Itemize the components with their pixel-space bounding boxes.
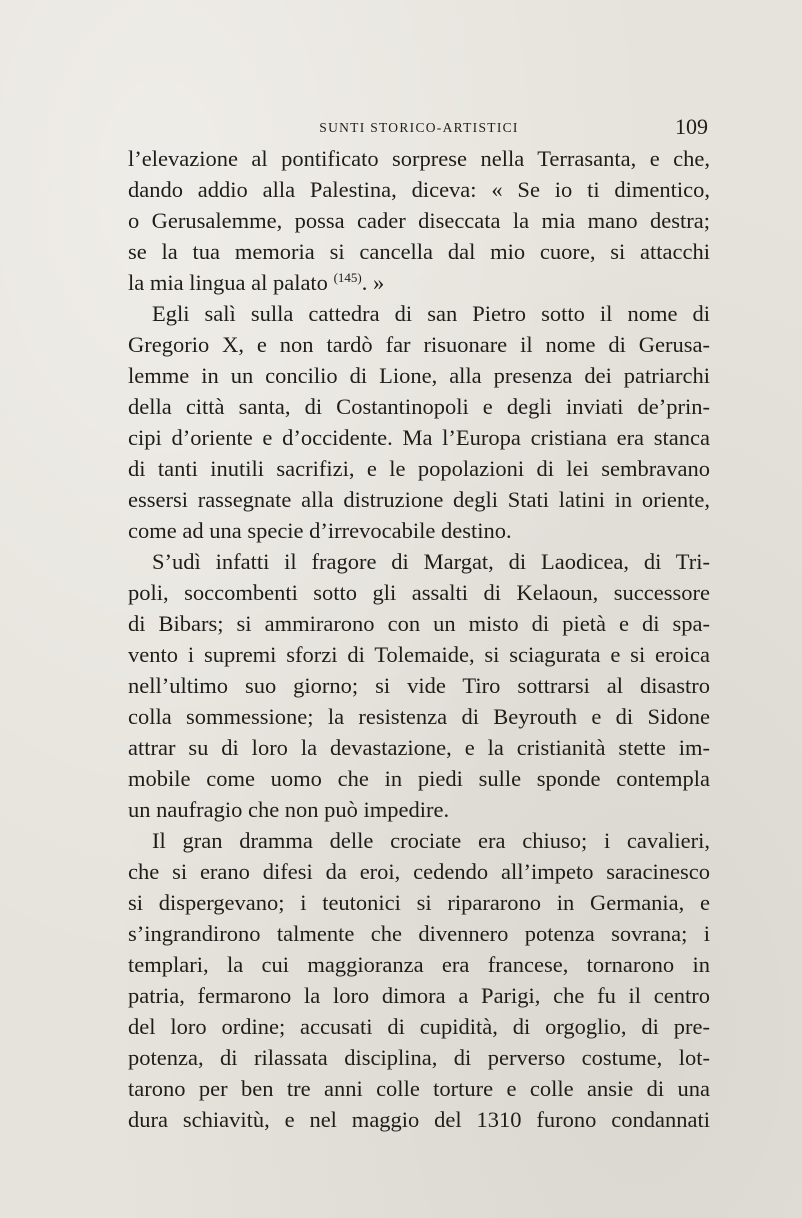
text-line xyxy=(128,825,710,856)
text-line xyxy=(128,360,710,391)
text-line xyxy=(128,453,710,484)
text-line xyxy=(128,1042,710,1073)
text-line xyxy=(128,267,710,298)
text-line xyxy=(128,143,710,174)
running-head: SUNTI STORICO-ARTISTICI xyxy=(319,120,519,135)
text-line-content: se la tua memoria si cancella dal mio cuore, si attacchi xyxy=(128,239,710,264)
text-line xyxy=(128,1073,710,1104)
text-line xyxy=(128,298,710,329)
text-line-content: Egli salì sulla cattedra di san Pietro sotto il nome di xyxy=(152,301,710,326)
text-line-content: dando addio alla Palestina, diceva: « Se io ti dimentico, xyxy=(128,177,710,202)
text-line-content: essersi rassegnate alla distruzione degli Stati latini in oriente, xyxy=(128,487,710,512)
text-line xyxy=(128,732,710,763)
text-line-content: tarono per ben tre anni colle torture e colle ansie di una xyxy=(128,1076,710,1101)
text-line-content: s’ingrandirono talmente che divennero potenza sovrana; i xyxy=(128,921,710,946)
text-line-content: di tanti inutili sacrifizi, e le popolazioni di lei sembravano xyxy=(128,456,710,481)
text-line xyxy=(128,174,710,205)
text-line-content: l’elevazione al pontificato sorprese nella Terrasanta, e che, xyxy=(128,146,710,171)
text-line xyxy=(128,918,710,949)
text-line-content: dura schiavitù, e nel maggio del 1310 furono condannati xyxy=(128,1107,710,1132)
text-line xyxy=(128,670,710,701)
text-line-content: si dispergevano; i teutonici si ripararono in Germania, e xyxy=(128,890,710,915)
text-line xyxy=(128,701,710,732)
footnote-reference: (145) xyxy=(333,270,362,285)
text-line xyxy=(128,639,710,670)
text-line xyxy=(128,577,710,608)
text-line xyxy=(128,236,710,267)
text-line-content: della città santa, di Costantinopoli e degli inviati de’prin- xyxy=(128,394,710,419)
text-line xyxy=(128,515,710,546)
text-line-content: poli, soccombenti sotto gli assalti di Kelaoun, successore xyxy=(128,580,710,605)
text-line xyxy=(128,608,710,639)
text-line xyxy=(128,205,710,236)
text-line-content: cipi d’oriente e d’occidente. Ma l’Europa cristiana era stanca xyxy=(128,425,710,450)
text-line-content: di Bibars; si ammirarono con un misto di pietà e di spa- xyxy=(128,611,710,636)
text-line-content: attrar su di loro la devastazione, e la cristianità stette im- xyxy=(128,735,710,760)
text-line-tail: . » xyxy=(361,270,385,295)
page-header xyxy=(128,114,710,140)
text-line-content: un naufragio che non può impedire. xyxy=(128,797,450,822)
text-line-content: lemme in un concilio di Lione, alla presenza dei patriarchi xyxy=(128,363,710,388)
text-line-content: o Gerusalemme, possa cader diseccata la mia mano destra; xyxy=(128,208,710,233)
text-line xyxy=(128,546,710,577)
text-line-content: S’udì infatti il fragore di Margat, di Laodicea, di Tri- xyxy=(152,549,710,574)
text-line xyxy=(128,329,710,360)
text-line-content: mobile come uomo che in piedi sulle sponde contempla xyxy=(128,766,710,791)
text-line-content: templari, la cui maggioranza era francese, tornarono in xyxy=(128,952,710,977)
text-line-content: come ad una specie d’irrevocabile destino. xyxy=(128,518,512,543)
body-text xyxy=(128,143,710,1135)
text-line-content: colla sommessione; la resistenza di Beyrouth e di Sidone xyxy=(128,704,710,729)
text-line xyxy=(128,1011,710,1042)
text-line-content: la mia lingua al palato xyxy=(128,270,328,295)
page-number: 109 xyxy=(675,114,708,139)
text-line xyxy=(128,856,710,887)
text-line-content: vento i supremi sforzi di Tolemaide, si sciagurata e si eroica xyxy=(128,642,710,667)
text-line-content: del loro ordine; accusati di cupidità, di orgoglio, di pre- xyxy=(128,1014,710,1039)
text-line-content: Gregorio X, e non tardò far risuonare il nome di Gerusa- xyxy=(128,332,710,357)
text-line xyxy=(128,949,710,980)
text-line-content: Il gran dramma delle crociate era chiuso; i cavalieri, xyxy=(152,828,710,853)
text-line xyxy=(128,763,710,794)
text-line-content: nell’ultimo suo giorno; si vide Tiro sottrarsi al disastro xyxy=(128,673,710,698)
text-line xyxy=(128,794,710,825)
text-line xyxy=(128,980,710,1011)
text-line-content: potenza, di rilassata disciplina, di perverso costume, lot- xyxy=(128,1045,710,1070)
text-line-content: patria, fermarono la loro dimora a Parigi, che fu il centro xyxy=(128,983,710,1008)
text-line-content: che si erano difesi da eroi, cedendo all’impeto saracinesco xyxy=(128,859,710,884)
text-line xyxy=(128,484,710,515)
text-line xyxy=(128,391,710,422)
text-line xyxy=(128,422,710,453)
text-line xyxy=(128,887,710,918)
text-line xyxy=(128,1104,710,1135)
